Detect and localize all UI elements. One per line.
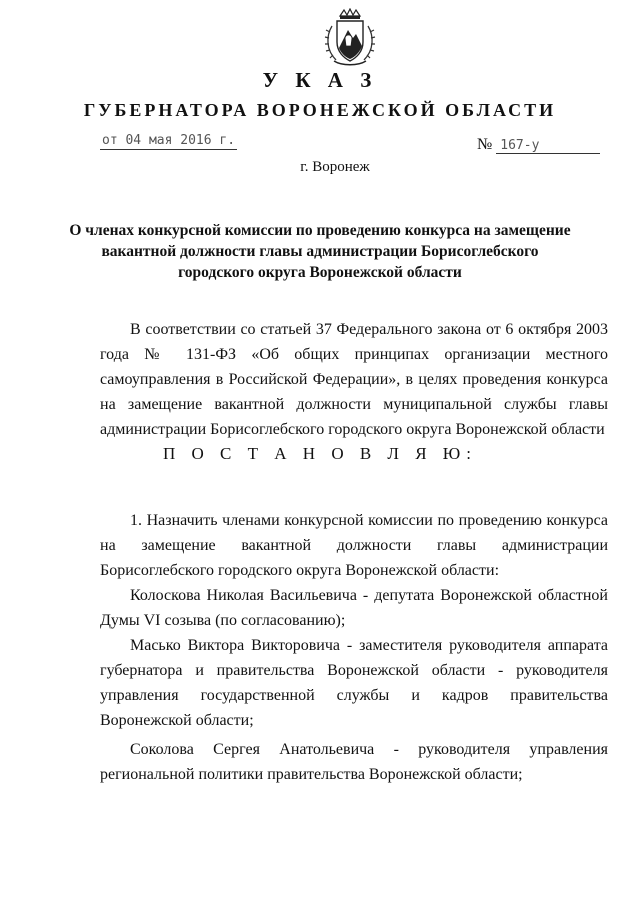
subject-line: вакантной должности главы администрации Борисоглебского (101, 243, 539, 260)
document-type-title: У К А З (262, 68, 378, 92)
decree-heading: П О С Т А Н О В Л Я Ю: (162, 444, 477, 463)
item-paragraph: 1. Назначить членами конкурсной комиссии по проведению конкурса на замещение вакантной должности главы администрации Борисоглебского городского округа Воронежской области: (100, 512, 608, 579)
date-label: от (102, 133, 118, 148)
preamble-paragraph: В соответствии со статьей 37 Федерального закона от 6 октября 2003 года № 131-ФЗ «Об общих принципах организации местного самоуправления в Российской Федерации», в целях проведения конкурса на замещение вакантной должности муниципальной службы главы администрации Борисоглебского городского округа Воронежской области (100, 321, 608, 438)
city-line: г. Воронеж (300, 159, 370, 175)
subject-line: городского округа Воронежской области (178, 264, 462, 281)
number-label: № (477, 136, 493, 153)
date-value: 04 мая 2016 (125, 133, 212, 148)
commission-member: Соколова Сергея Анатольевича - руководителя управления региональной политики правительства Воронежской области; (100, 741, 608, 783)
issuer-title: ГУБЕРНАТОРА ВОРОНЕЖСКОЙ ОБЛАСТИ (83, 100, 557, 120)
subject-line: О членах конкурсной комиссии по проведению конкурса на замещение (69, 222, 571, 239)
date-suffix: г. (219, 133, 236, 148)
coat-of-arms-icon (318, 8, 382, 68)
commission-member: Масько Виктора Викторовича - заместителя руководителя аппарата губернатора и правительства Воронежской области - руководителя управления государственной службы и кадров правительства Воронежской области; (100, 637, 608, 729)
number-value: 167-у (496, 138, 600, 154)
number-field (477, 136, 600, 154)
commission-member: Колоскова Николая Васильевича - депутата Воронежской областной Думы VI созыва (по согласованию); (100, 587, 608, 629)
document-subject (0, 220, 640, 283)
date-field (100, 133, 237, 150)
